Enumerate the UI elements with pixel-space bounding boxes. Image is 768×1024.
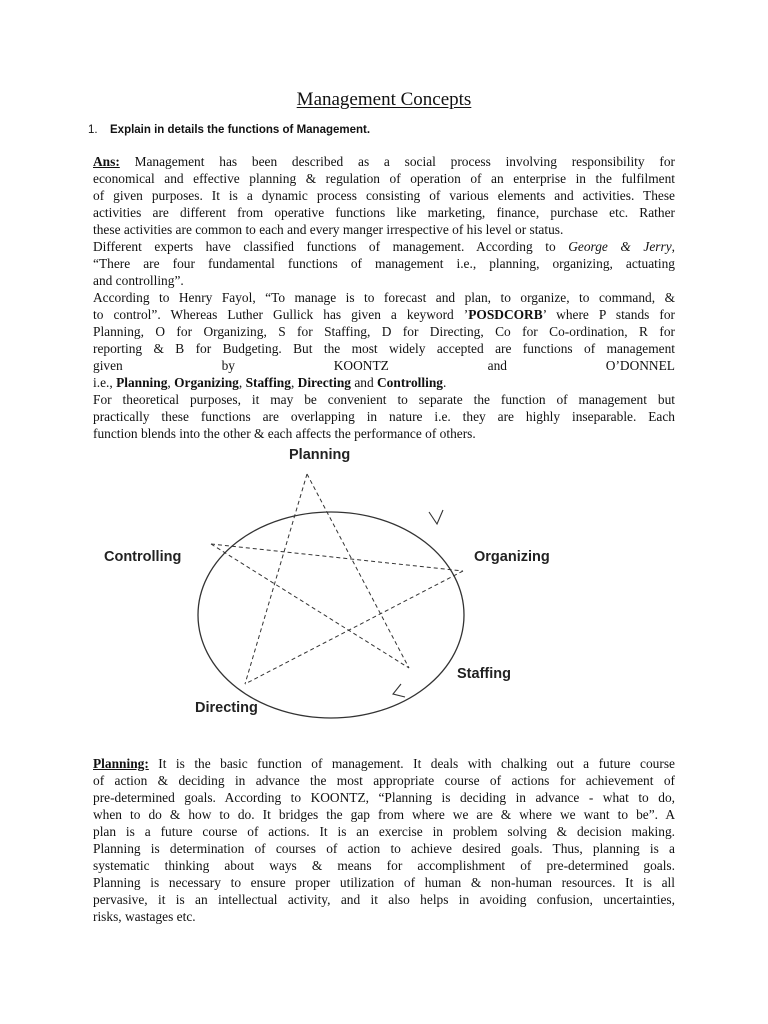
word-given: given: [93, 358, 123, 373]
cycle-circle: [198, 512, 464, 718]
answer-line: Management has been described as a social process involving responsibility for: [119, 154, 675, 169]
answer-label: Ans:: [93, 154, 120, 169]
experts-names: George & Jerry: [568, 239, 672, 254]
function-organizing: Organizing: [174, 375, 239, 390]
word-odonnel: O’DONNEL: [605, 358, 675, 373]
and-word: and: [350, 375, 377, 390]
closing-line: function blends into the other & each affects the performance of others.: [93, 426, 476, 441]
function-staffing: Staffing: [245, 375, 291, 390]
planning-line: pervasive, it is an intellectual activity, and it also helps in avoiding confusion, uncertainties,: [93, 892, 675, 907]
given-by-line: [93, 357, 675, 374]
label-planning: Planning: [289, 447, 351, 463]
answer-line: of given purposes. It is a dynamic process consisting of various elements and activities. These: [93, 188, 675, 203]
page-title: Management Concepts: [296, 89, 472, 110]
planning-line: when to do & how to do. It bridges the gap from where we are & where we want to be”. A: [93, 807, 675, 822]
fayol-line: According to Henry Fayol, “To manage is to forecast and plan, to organize, to command, &: [93, 290, 675, 305]
planning-line: plan is a future course of actions. It is an exercise in problem solving & decision making.: [93, 824, 675, 839]
arrow-bottom-icon: [393, 684, 405, 697]
label-directing: Directing: [195, 700, 258, 716]
arrow-top-right-icon: [429, 510, 443, 524]
planning-line: systematic thinking about ways & means for accomplishment of pre-determined goals.: [93, 858, 675, 873]
planning-paragraph: [93, 755, 675, 925]
planning-line: of action & deciding in advance the most appropriate course of actions for achievement of: [93, 773, 675, 788]
management-functions-diagram: [95, 440, 575, 730]
answer-line: these activities are common to each and every manger irrespective of his level or status.: [93, 222, 564, 237]
quote-line: and controlling”.: [93, 273, 184, 288]
word-koontz: KOONTZ: [333, 358, 389, 373]
planning-label: Planning:: [93, 756, 149, 771]
function-planning: Planning: [116, 375, 168, 390]
fayol-line-end: ’ where P stands for: [542, 307, 676, 322]
fayol-line-start: to control”. Whereas Luther Gullick has given a keyword ’: [93, 307, 469, 322]
experts-text: Different experts have classified functions of management. According to: [93, 239, 569, 254]
label-staffing: Staffing: [457, 666, 511, 682]
word-and: and: [487, 358, 507, 373]
planning-line: risks, wastages etc.: [93, 909, 196, 924]
ie-prefix: i.e.,: [93, 375, 117, 390]
star-lines: [211, 474, 463, 684]
period: .: [442, 375, 447, 390]
quote-line: “There are four fundamental functions of management i.e., planning, organizing, actuating: [93, 256, 675, 271]
label-organizing: Organizing: [474, 549, 550, 565]
closing-line: For theoretical purposes, it may be convenient to separate the function of management but: [93, 392, 675, 407]
fayol-line: reporting & B for Budgeting. But the most widely accepted are functions of management: [93, 341, 675, 356]
answer-line: economical and effective planning & regulation of operation of an enterprise in the fulfilment: [93, 171, 675, 186]
answer-line: activities are different from operative functions like marketing, finance, purchase etc. Rather: [93, 205, 675, 220]
question-text: Explain in details the functions of Management.: [110, 124, 371, 136]
planning-line: pre-determined goals. According to KOONTZ, “Planning is deciding in advance - what to do,: [93, 790, 675, 805]
question-number: 1.: [88, 124, 98, 136]
function-directing: Directing: [297, 375, 351, 390]
planning-line: Planning is necessary to ensure proper utilization of human & non-human resources. It is all: [93, 875, 675, 890]
functions-line: i.e., Planning, Organizing, Staffing, Directing and Controlling.: [93, 375, 447, 390]
label-controlling: Controlling: [104, 549, 182, 565]
keyword-posdcorb: POSDCORB: [468, 307, 543, 322]
planning-line: It is the basic function of management. It deals with chalking out a future course: [148, 756, 675, 771]
experts-end: ,: [671, 239, 676, 254]
question-1: [88, 124, 370, 136]
fayol-line: Planning, O for Organizing, S for Staffing, D for Directing, Co for Co-ordination, R for: [93, 324, 675, 339]
answer-paragraph: [93, 153, 675, 442]
planning-line: Planning is determination of courses of action to achieve desired goals. Thus, planning is a: [93, 841, 675, 856]
word-by: by: [221, 358, 235, 373]
function-controlling: Controlling: [377, 375, 443, 390]
closing-line: practically these functions are overlapping in nature i.e. they are highly inseparable. Each: [93, 409, 675, 424]
